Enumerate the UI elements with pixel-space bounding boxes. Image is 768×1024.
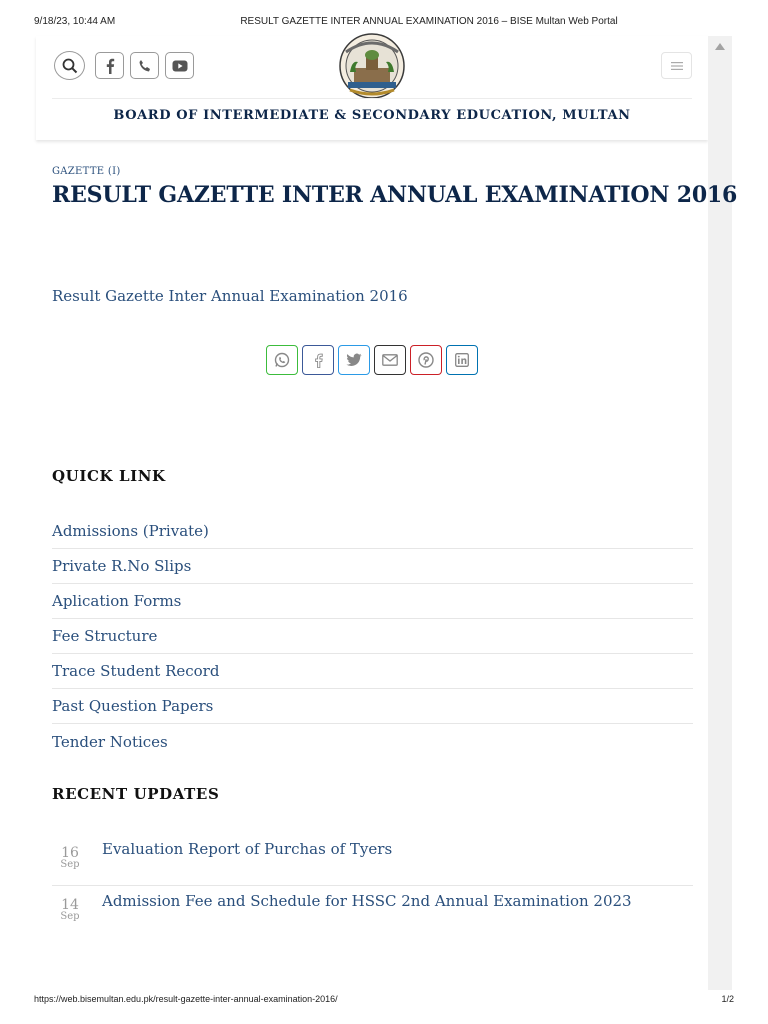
hamburger-menu-icon xyxy=(671,61,683,71)
quick-link-item[interactable]: Private R.No Slips xyxy=(52,549,693,584)
share-twitter-button[interactable] xyxy=(338,345,370,375)
bise-multan-logo[interactable] xyxy=(336,32,408,100)
email-icon xyxy=(382,354,398,366)
phone-link[interactable] xyxy=(130,52,159,79)
whatsapp-icon xyxy=(274,352,290,368)
category-link[interactable]: GAZETTE (I) xyxy=(52,166,121,177)
facebook-icon xyxy=(105,58,115,74)
update-date-badge xyxy=(56,846,84,870)
quick-link-heading: QUICK LINK xyxy=(52,467,166,485)
facebook-link[interactable] xyxy=(95,52,124,79)
youtube-link[interactable] xyxy=(165,52,194,79)
phone-icon xyxy=(138,59,152,73)
recent-updates-list xyxy=(52,834,693,938)
share-buttons xyxy=(266,345,478,375)
quick-link-item[interactable]: Aplication Forms xyxy=(52,584,693,619)
print-header xyxy=(0,16,768,30)
share-email-button[interactable] xyxy=(374,345,406,375)
menu-button[interactable] xyxy=(661,52,692,79)
linkedin-icon xyxy=(455,353,469,367)
print-doc-title: RESULT GAZETTE INTER ANNUAL EXAMINATION 2016 – BISE Multan Web Portal xyxy=(240,16,618,27)
print-datetime: 9/18/23, 10:44 AM xyxy=(34,16,116,27)
recent-updates-heading: RECENT UPDATES xyxy=(52,785,220,803)
share-pinterest-button[interactable] xyxy=(410,345,442,375)
share-whatsapp-button[interactable] xyxy=(266,345,298,375)
page-title: RESULT GAZETTE INTER ANNUAL EXAMINATION 2016 xyxy=(52,182,738,208)
update-item xyxy=(52,886,693,938)
search-icon xyxy=(62,58,78,74)
logo-emblem-icon xyxy=(336,32,408,100)
update-title-link[interactable]: Admission Fee and Schedule for HSSC 2nd Annual Examination 2023 xyxy=(102,892,632,910)
quick-link-item[interactable]: Admissions (Private) xyxy=(52,514,693,549)
pinterest-icon xyxy=(418,352,434,368)
header-social-icons xyxy=(54,52,194,80)
print-url: https://web.bisemultan.edu.pk/result-gazette-inter-annual-examination-2016/ xyxy=(34,994,338,1004)
update-month: Sep xyxy=(60,859,80,870)
quick-link-item[interactable]: Fee Structure xyxy=(52,619,693,654)
print-page-number: 1/2 xyxy=(721,994,734,1004)
gazette-link[interactable]: Result Gazette Inter Annual Examination 2016 xyxy=(52,287,408,305)
scroll-up-arrow-icon[interactable] xyxy=(715,43,725,50)
quick-link-list xyxy=(52,514,693,759)
vertical-scrollbar[interactable] xyxy=(708,36,732,990)
quick-link-item[interactable]: Trace Student Record xyxy=(52,654,693,689)
share-linkedin-button[interactable] xyxy=(446,345,478,375)
update-date-badge xyxy=(56,898,84,922)
facebook-icon xyxy=(314,353,323,368)
update-item xyxy=(52,834,693,886)
youtube-icon xyxy=(172,60,188,72)
board-name[interactable]: BOARD OF INTERMEDIATE & SECONDARY EDUCATION, MULTAN xyxy=(113,108,631,123)
search-button[interactable] xyxy=(54,51,85,80)
site-header xyxy=(36,36,708,140)
share-facebook-button[interactable] xyxy=(302,345,334,375)
update-day: 14 xyxy=(61,897,79,913)
twitter-icon xyxy=(346,353,362,367)
header-divider xyxy=(52,98,692,99)
update-month: Sep xyxy=(60,911,80,922)
update-title-link[interactable]: Evaluation Report of Purchas of Tyers xyxy=(102,840,393,858)
update-day: 16 xyxy=(61,845,79,861)
quick-link-item[interactable]: Past Question Papers xyxy=(52,689,693,724)
print-footer xyxy=(0,994,768,1008)
quick-link-item[interactable]: Tender Notices xyxy=(52,732,168,751)
